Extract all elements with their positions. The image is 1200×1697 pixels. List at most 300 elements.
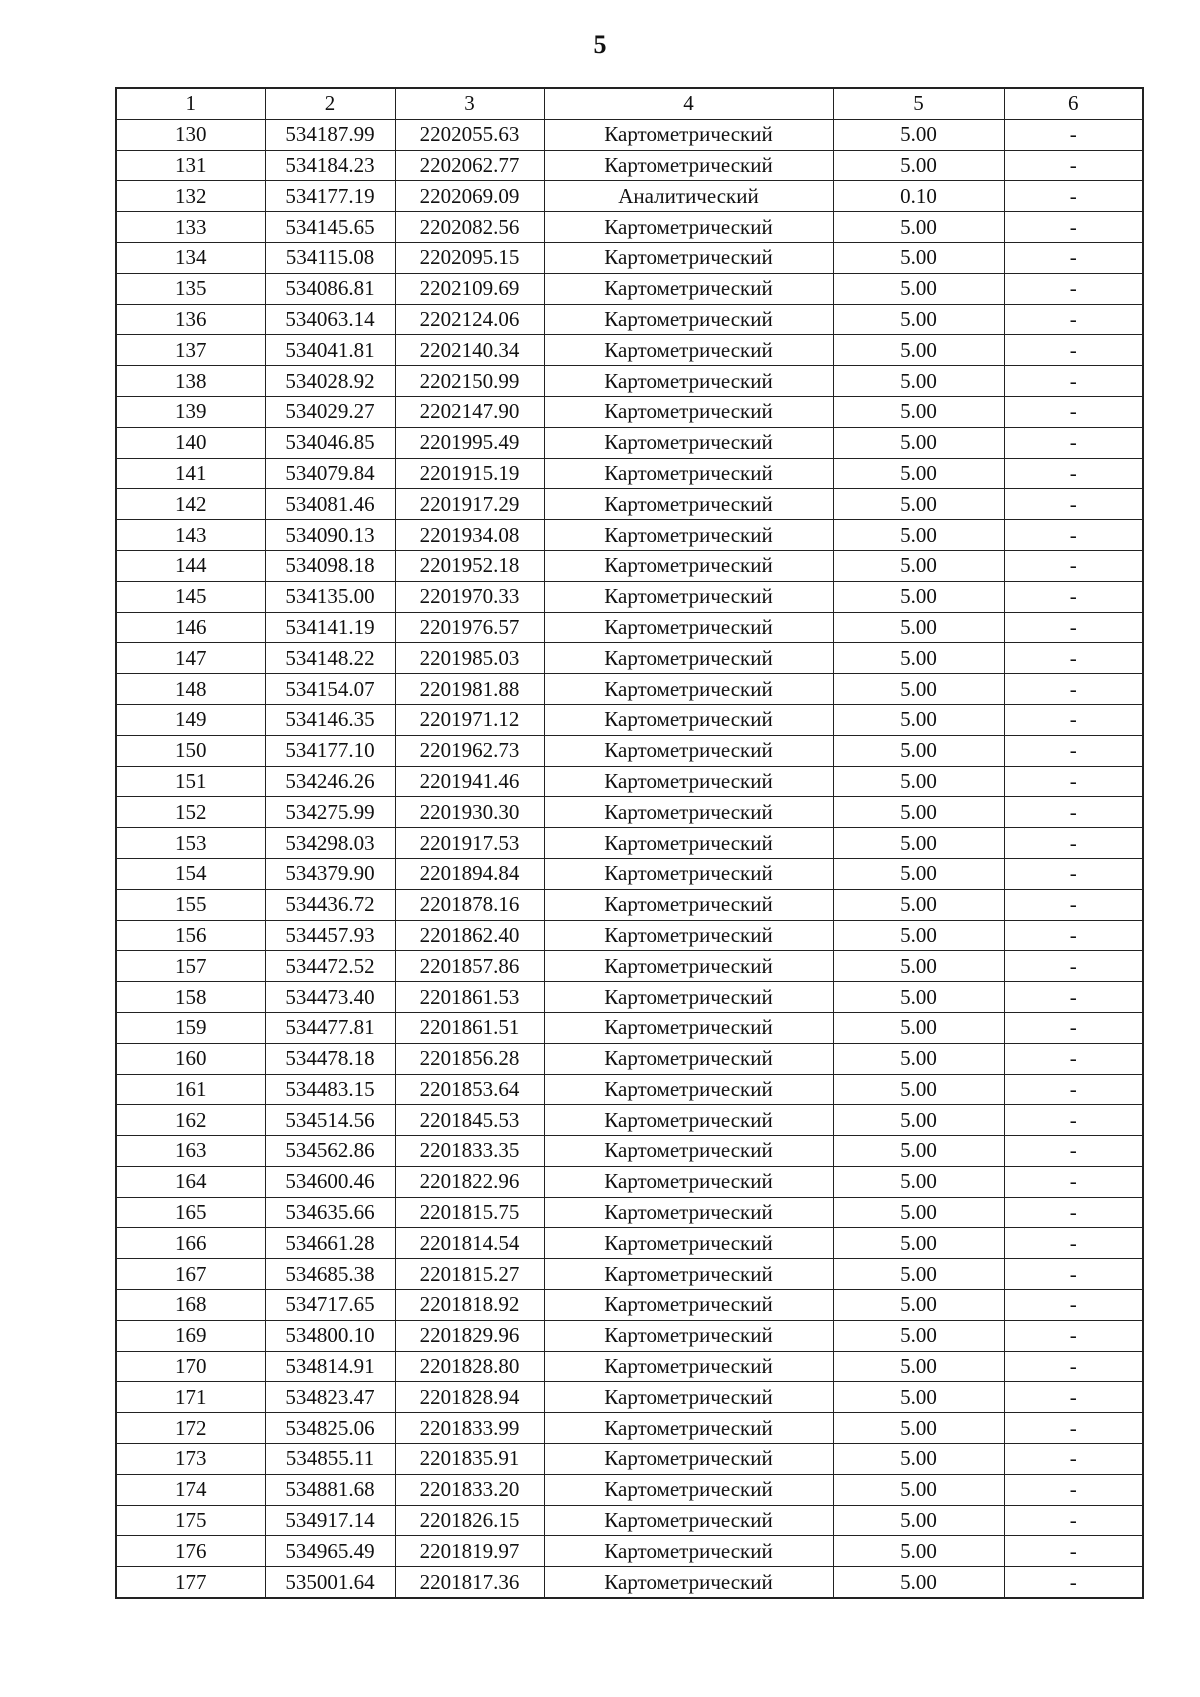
table-cell: 534472.52 [265, 951, 395, 982]
table-cell: - [1004, 273, 1143, 304]
table-cell: Картометрический [544, 1166, 833, 1197]
table-cell: Картометрический [544, 1290, 833, 1321]
table-cell: 166 [116, 1228, 265, 1259]
table-cell: 134 [116, 242, 265, 273]
table-cell: 5.00 [833, 1197, 1004, 1228]
table-cell: 137 [116, 335, 265, 366]
table-cell: 5.00 [833, 1505, 1004, 1536]
table-cell: 2201971.12 [395, 704, 544, 735]
table-cell: 534246.26 [265, 766, 395, 797]
table-row [116, 828, 1143, 859]
table-cell: 534177.19 [265, 181, 395, 212]
table-cell: 2202055.63 [395, 119, 544, 150]
table-cell: 534436.72 [265, 889, 395, 920]
table-row [116, 1382, 1143, 1413]
table-cell: 2201981.88 [395, 674, 544, 705]
table-cell: 534600.46 [265, 1166, 395, 1197]
table-cell: - [1004, 1351, 1143, 1382]
table-cell: 534041.81 [265, 335, 395, 366]
table-cell: 140 [116, 427, 265, 458]
table-cell: 2201845.53 [395, 1105, 544, 1136]
table-cell: - [1004, 797, 1143, 828]
table-cell: 5.00 [833, 1567, 1004, 1598]
column-header: 4 [544, 88, 833, 119]
coordinates-table [115, 87, 1144, 1599]
table-cell: Картометрический [544, 982, 833, 1013]
table-row [116, 396, 1143, 427]
table-cell: 177 [116, 1567, 265, 1598]
table-cell: 136 [116, 304, 265, 335]
table-row [116, 1105, 1143, 1136]
table-cell: 2202150.99 [395, 366, 544, 397]
table-cell: 534184.23 [265, 150, 395, 181]
table-cell: - [1004, 1567, 1143, 1598]
table-cell: 5.00 [833, 951, 1004, 982]
table-cell: 534029.27 [265, 396, 395, 427]
table-cell: 2201833.20 [395, 1474, 544, 1505]
table-row [116, 1567, 1143, 1598]
table-cell: 2201826.15 [395, 1505, 544, 1536]
table-row [116, 427, 1143, 458]
table-row [116, 119, 1143, 150]
table-row [116, 1536, 1143, 1567]
table-cell: 147 [116, 643, 265, 674]
table-cell: 0.10 [833, 181, 1004, 212]
table-cell: Картометрический [544, 1105, 833, 1136]
table-cell: 2201952.18 [395, 550, 544, 581]
table-cell: 534825.06 [265, 1413, 395, 1444]
table-cell: 534145.65 [265, 212, 395, 243]
table-cell: Картометрический [544, 520, 833, 551]
table-cell: Картометрический [544, 889, 833, 920]
table-cell: 534187.99 [265, 119, 395, 150]
table-row [116, 581, 1143, 612]
table-cell: 2201857.86 [395, 951, 544, 982]
table-cell: 160 [116, 1043, 265, 1074]
table-cell: 534079.84 [265, 458, 395, 489]
table-cell: 2201835.91 [395, 1444, 544, 1475]
table-cell: Картометрический [544, 212, 833, 243]
table-cell: - [1004, 1259, 1143, 1290]
table-cell: - [1004, 1290, 1143, 1321]
table-cell: 5.00 [833, 489, 1004, 520]
table-cell: - [1004, 1074, 1143, 1105]
table-cell: 534146.35 [265, 704, 395, 735]
table-cell: 534685.38 [265, 1259, 395, 1290]
table-row [116, 1074, 1143, 1105]
table-cell: 534965.49 [265, 1536, 395, 1567]
table-cell: 156 [116, 920, 265, 951]
table-cell: - [1004, 889, 1143, 920]
table-cell: - [1004, 119, 1143, 150]
table-row [116, 181, 1143, 212]
table-cell: 2201962.73 [395, 735, 544, 766]
table-cell: - [1004, 396, 1143, 427]
table-cell: Картометрический [544, 704, 833, 735]
table-cell: 5.00 [833, 150, 1004, 181]
table-cell: Картометрический [544, 828, 833, 859]
table-cell: 168 [116, 1290, 265, 1321]
table-cell: 534478.18 [265, 1043, 395, 1074]
table-cell: 5.00 [833, 797, 1004, 828]
table-cell: Картометрический [544, 858, 833, 889]
table-cell: - [1004, 674, 1143, 705]
table-cell: Картометрический [544, 920, 833, 951]
table-cell: 2201862.40 [395, 920, 544, 951]
table-cell: 5.00 [833, 427, 1004, 458]
table-cell: 534855.11 [265, 1444, 395, 1475]
table-cell: 2201930.30 [395, 797, 544, 828]
table-row [116, 1413, 1143, 1444]
table-cell: 2201917.53 [395, 828, 544, 859]
table-row [116, 1351, 1143, 1382]
table-cell: Картометрический [544, 335, 833, 366]
table-body [116, 119, 1143, 1598]
table-cell: 534483.15 [265, 1074, 395, 1105]
table-cell: 142 [116, 489, 265, 520]
table-row [116, 1444, 1143, 1475]
table-cell: 2201976.57 [395, 612, 544, 643]
table-cell: 2201828.80 [395, 1351, 544, 1382]
table-cell: 2201828.94 [395, 1382, 544, 1413]
table-cell: - [1004, 366, 1143, 397]
table-cell: 145 [116, 581, 265, 612]
page-number: 5 [593, 30, 607, 59]
table-cell: - [1004, 212, 1143, 243]
table-cell: 167 [116, 1259, 265, 1290]
table-cell: - [1004, 1228, 1143, 1259]
table-cell: 5.00 [833, 458, 1004, 489]
table-cell: 154 [116, 858, 265, 889]
table-cell: 163 [116, 1136, 265, 1167]
table-row [116, 1043, 1143, 1074]
table-row [116, 982, 1143, 1013]
table-cell: 164 [116, 1166, 265, 1197]
table-cell: 158 [116, 982, 265, 1013]
table-cell: - [1004, 181, 1143, 212]
table-cell: 172 [116, 1413, 265, 1444]
table-cell: 143 [116, 520, 265, 551]
column-header: 6 [1004, 88, 1143, 119]
table-row [116, 520, 1143, 551]
table-cell: 159 [116, 1012, 265, 1043]
table-cell: 2202095.15 [395, 242, 544, 273]
table-cell: 2202124.06 [395, 304, 544, 335]
table-cell: - [1004, 1136, 1143, 1167]
table-cell: 5.00 [833, 550, 1004, 581]
table-cell: 5.00 [833, 828, 1004, 859]
table-cell: 2201894.84 [395, 858, 544, 889]
table-cell: 534881.68 [265, 1474, 395, 1505]
table-cell: 5.00 [833, 766, 1004, 797]
table-cell: 534823.47 [265, 1382, 395, 1413]
table-row [116, 920, 1143, 951]
table-row [116, 1320, 1143, 1351]
table-cell: 5.00 [833, 1444, 1004, 1475]
table-cell: Картометрический [544, 304, 833, 335]
table-cell: 5.00 [833, 366, 1004, 397]
table-row [116, 674, 1143, 705]
table-cell: - [1004, 643, 1143, 674]
table-cell: Картометрический [544, 1012, 833, 1043]
table-row [116, 1259, 1143, 1290]
table-cell: 150 [116, 735, 265, 766]
table-cell: - [1004, 828, 1143, 859]
table-cell: 534457.93 [265, 920, 395, 951]
table-cell: 534514.56 [265, 1105, 395, 1136]
table-cell: Картометрический [544, 1043, 833, 1074]
table-cell: - [1004, 581, 1143, 612]
table-cell: 155 [116, 889, 265, 920]
table-cell: - [1004, 1505, 1143, 1536]
table-cell: Картометрический [544, 458, 833, 489]
table-cell: Картометрический [544, 1197, 833, 1228]
table-cell: - [1004, 612, 1143, 643]
table-cell: Картометрический [544, 1136, 833, 1167]
table-row [116, 612, 1143, 643]
table-cell: 5.00 [833, 1259, 1004, 1290]
table-cell: Картометрический [544, 1351, 833, 1382]
table-cell: 2201815.75 [395, 1197, 544, 1228]
table-header-row [116, 88, 1143, 119]
table-row [116, 797, 1143, 828]
table-cell: 2201861.53 [395, 982, 544, 1013]
table-cell: Картометрический [544, 489, 833, 520]
table-cell: 5.00 [833, 643, 1004, 674]
table-cell: Картометрический [544, 1505, 833, 1536]
table-row [116, 1136, 1143, 1167]
table-cell: - [1004, 550, 1143, 581]
table-cell: 5.00 [833, 1012, 1004, 1043]
table-cell: 2201995.49 [395, 427, 544, 458]
table-cell: 5.00 [833, 920, 1004, 951]
table-row [116, 766, 1143, 797]
table-cell: 174 [116, 1474, 265, 1505]
table-cell: Картометрический [544, 119, 833, 150]
table-cell: 5.00 [833, 612, 1004, 643]
table-cell: - [1004, 766, 1143, 797]
table-cell: 144 [116, 550, 265, 581]
table-cell: 5.00 [833, 1290, 1004, 1321]
table-cell: 534717.65 [265, 1290, 395, 1321]
table-cell: - [1004, 520, 1143, 551]
table-cell: 2201829.96 [395, 1320, 544, 1351]
table-cell: 2201815.27 [395, 1259, 544, 1290]
table-cell: Картометрический [544, 612, 833, 643]
table-cell: 2202140.34 [395, 335, 544, 366]
table-cell: - [1004, 1444, 1143, 1475]
table-row [116, 458, 1143, 489]
table-cell: - [1004, 150, 1143, 181]
table-cell: 149 [116, 704, 265, 735]
table-cell: 5.00 [833, 520, 1004, 551]
table-cell: 175 [116, 1505, 265, 1536]
table-cell: 534063.14 [265, 304, 395, 335]
table-cell: Аналитический [544, 181, 833, 212]
table-cell: 5.00 [833, 1413, 1004, 1444]
table-cell: 5.00 [833, 396, 1004, 427]
table-cell: Картометрический [544, 1413, 833, 1444]
table-cell: 2202062.77 [395, 150, 544, 181]
table-cell: Картометрический [544, 951, 833, 982]
table-cell: 534028.92 [265, 366, 395, 397]
table-cell: Картометрический [544, 273, 833, 304]
table-row [116, 273, 1143, 304]
table-cell: 534562.86 [265, 1136, 395, 1167]
table-cell: 2201985.03 [395, 643, 544, 674]
table-cell: 2201915.19 [395, 458, 544, 489]
table-cell: Картометрический [544, 797, 833, 828]
table-cell: Картометрический [544, 550, 833, 581]
table-cell: 5.00 [833, 674, 1004, 705]
table-cell: Картометрический [544, 1536, 833, 1567]
table-cell: 173 [116, 1444, 265, 1475]
table-cell: 2201917.29 [395, 489, 544, 520]
table-cell: 534917.14 [265, 1505, 395, 1536]
table-cell: 176 [116, 1536, 265, 1567]
table-cell: - [1004, 920, 1143, 951]
table-cell: Картометрический [544, 1444, 833, 1475]
table-cell: 534814.91 [265, 1351, 395, 1382]
table-cell: 534098.18 [265, 550, 395, 581]
table-cell: 170 [116, 1351, 265, 1382]
table-cell: - [1004, 427, 1143, 458]
table-cell: Картометрический [544, 1259, 833, 1290]
table-cell: Картометрический [544, 1567, 833, 1598]
table-row [116, 951, 1143, 982]
table-cell: - [1004, 1012, 1143, 1043]
table-row [116, 1166, 1143, 1197]
table-cell: 534800.10 [265, 1320, 395, 1351]
table-cell: - [1004, 1413, 1143, 1444]
table-cell: - [1004, 735, 1143, 766]
table-cell: 2201853.64 [395, 1074, 544, 1105]
table-cell: 5.00 [833, 1474, 1004, 1505]
table-cell: 534473.40 [265, 982, 395, 1013]
table-cell: 5.00 [833, 1043, 1004, 1074]
table-cell: 534081.46 [265, 489, 395, 520]
table-cell: 2201822.96 [395, 1166, 544, 1197]
table-cell: - [1004, 704, 1143, 735]
table-cell: 5.00 [833, 1105, 1004, 1136]
table-cell: 139 [116, 396, 265, 427]
table-cell: Картометрический [544, 427, 833, 458]
table-cell: 132 [116, 181, 265, 212]
table-cell: 2201934.08 [395, 520, 544, 551]
table-cell: 5.00 [833, 1228, 1004, 1259]
table-cell: 171 [116, 1382, 265, 1413]
table-cell: 2201817.36 [395, 1567, 544, 1598]
table-cell: 5.00 [833, 304, 1004, 335]
table-cell: 2201856.28 [395, 1043, 544, 1074]
table-cell: 534154.07 [265, 674, 395, 705]
table-row [116, 735, 1143, 766]
table-cell: 157 [116, 951, 265, 982]
table-row [116, 489, 1143, 520]
table-cell: 2201941.46 [395, 766, 544, 797]
table-cell: Картометрический [544, 735, 833, 766]
table-cell: - [1004, 304, 1143, 335]
table-cell: 130 [116, 119, 265, 150]
table-cell: Картометрический [544, 1228, 833, 1259]
table-cell: 5.00 [833, 735, 1004, 766]
column-header: 1 [116, 88, 265, 119]
table-cell: 534477.81 [265, 1012, 395, 1043]
table-cell: 131 [116, 150, 265, 181]
table-cell: - [1004, 1536, 1143, 1567]
table-row [116, 366, 1143, 397]
table-cell: Картометрический [544, 581, 833, 612]
table-cell: 534046.85 [265, 427, 395, 458]
table-cell: 534086.81 [265, 273, 395, 304]
table-cell: Картометрический [544, 1382, 833, 1413]
table-cell: 534141.19 [265, 612, 395, 643]
table-row [116, 643, 1143, 674]
table-cell: 148 [116, 674, 265, 705]
table-cell: Картометрический [544, 1474, 833, 1505]
column-header: 2 [265, 88, 395, 119]
table-cell: 2202109.69 [395, 273, 544, 304]
table-cell: Картометрический [544, 1320, 833, 1351]
table-row [116, 150, 1143, 181]
table-cell: 534379.90 [265, 858, 395, 889]
table-cell: 534298.03 [265, 828, 395, 859]
table-cell: - [1004, 1320, 1143, 1351]
table-cell: 5.00 [833, 1382, 1004, 1413]
table-cell: 162 [116, 1105, 265, 1136]
table-cell: - [1004, 1197, 1143, 1228]
table-cell: 2201970.33 [395, 581, 544, 612]
table-cell: - [1004, 458, 1143, 489]
table-row [116, 242, 1143, 273]
table-row [116, 1197, 1143, 1228]
table-cell: 169 [116, 1320, 265, 1351]
table-cell: Картометрический [544, 396, 833, 427]
table-row [116, 704, 1143, 735]
table-cell: Картометрический [544, 242, 833, 273]
table-cell: Картометрический [544, 366, 833, 397]
table-cell: 5.00 [833, 1136, 1004, 1167]
table-cell: 534661.28 [265, 1228, 395, 1259]
table-cell: - [1004, 1474, 1143, 1505]
table-cell: 534115.08 [265, 242, 395, 273]
table-row [116, 1228, 1143, 1259]
table-cell: 534135.00 [265, 581, 395, 612]
table-cell: Картометрический [544, 1074, 833, 1105]
table-cell: - [1004, 335, 1143, 366]
table-cell: 2201878.16 [395, 889, 544, 920]
table-cell: 135 [116, 273, 265, 304]
table-cell: 534275.99 [265, 797, 395, 828]
table-cell: Картометрический [544, 150, 833, 181]
table-cell: 5.00 [833, 858, 1004, 889]
table-cell: 534148.22 [265, 643, 395, 674]
table-cell: 5.00 [833, 982, 1004, 1013]
table-cell: - [1004, 1105, 1143, 1136]
table-cell: - [1004, 858, 1143, 889]
table-row [116, 1290, 1143, 1321]
table-cell: 2201861.51 [395, 1012, 544, 1043]
table-cell: 5.00 [833, 119, 1004, 150]
table-cell: 2201818.92 [395, 1290, 544, 1321]
table-cell: 2201833.35 [395, 1136, 544, 1167]
table-row [116, 889, 1143, 920]
table-row [116, 304, 1143, 335]
table-cell: 152 [116, 797, 265, 828]
table-cell: 2202069.09 [395, 181, 544, 212]
column-header: 5 [833, 88, 1004, 119]
table-cell: 5.00 [833, 1166, 1004, 1197]
